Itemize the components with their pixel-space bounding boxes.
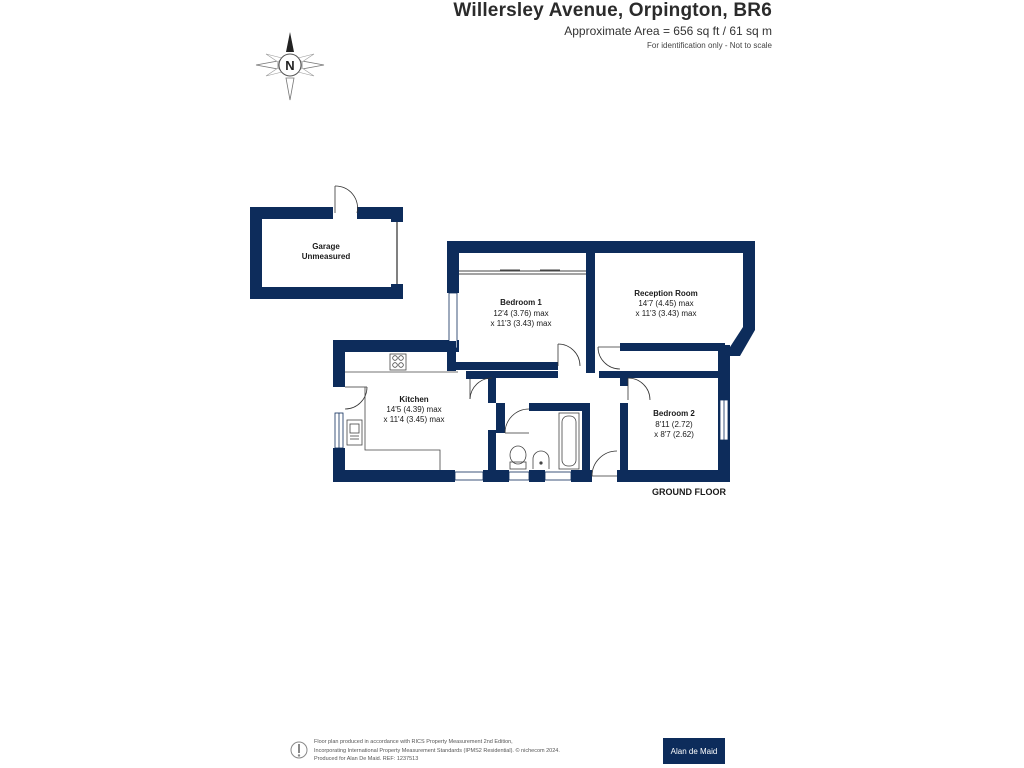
- footer-line-3: Produced for Alan De Maid. REF: 1237513: [314, 756, 419, 762]
- reception-title: Reception Room: [634, 289, 698, 298]
- kitchen-title: Kitchen: [399, 395, 429, 404]
- kitchen-dim-1: 14'5 (4.39) max: [386, 405, 442, 414]
- bedroom-1-dim-1: 12'4 (3.76) max: [493, 309, 549, 318]
- interior-walls: [447, 241, 730, 482]
- identification-note: For identification only - Not to scale: [647, 41, 772, 50]
- footer-line-2: Incorporating International Property Measurement Standards (IPMS2 Residential). © nichecom 2024.: [314, 747, 560, 754]
- room-reception: [634, 289, 698, 318]
- garage-title: Garage: [312, 242, 340, 251]
- approximate-area: Approximate Area = 656 sq ft / 61 sq m: [564, 24, 772, 38]
- bedroom-2-dim-2: x 8'7 (2.62): [654, 430, 694, 439]
- room-kitchen: [384, 395, 445, 424]
- bedroom-2-dim-1: 8'11 (2.72): [655, 420, 693, 429]
- bedroom-1-title: Bedroom 1: [500, 298, 542, 307]
- floor-label: GROUND FLOOR: [652, 487, 726, 497]
- footer: [290, 738, 730, 768]
- room-garage: [302, 242, 351, 261]
- compass-icon: [256, 32, 324, 100]
- garage-door-swing: [335, 186, 358, 213]
- kitchen-dim-2: x 11'4 (3.45) max: [383, 415, 445, 424]
- bedroom-2-title: Bedroom 2: [653, 409, 695, 418]
- bedroom-1-dim-2: x 11'3 (3.43) max: [490, 319, 552, 328]
- plan-title: Willersley Avenue, Orpington, BR6: [453, 0, 772, 21]
- footer-line-1: Floor plan produced in accordance with RICS Property Measurement 2nd Edition,: [314, 739, 513, 745]
- reception-dim-2: x 11'3 (3.43) max: [635, 309, 697, 318]
- bathroom-fixtures: [510, 413, 579, 469]
- garage-dimension: Unmeasured: [301, 252, 351, 261]
- wardrobe: [459, 270, 586, 274]
- brand-logo: Alan de Maid: [663, 738, 725, 764]
- reception-dim-1: 14'7 (4.45) max: [638, 299, 694, 308]
- measurement-info-icon: [290, 738, 308, 762]
- compass-letter: N: [285, 58, 295, 73]
- room-bedroom-1: [491, 298, 552, 328]
- footer-text: [314, 738, 560, 764]
- room-bedroom-2: [653, 409, 695, 439]
